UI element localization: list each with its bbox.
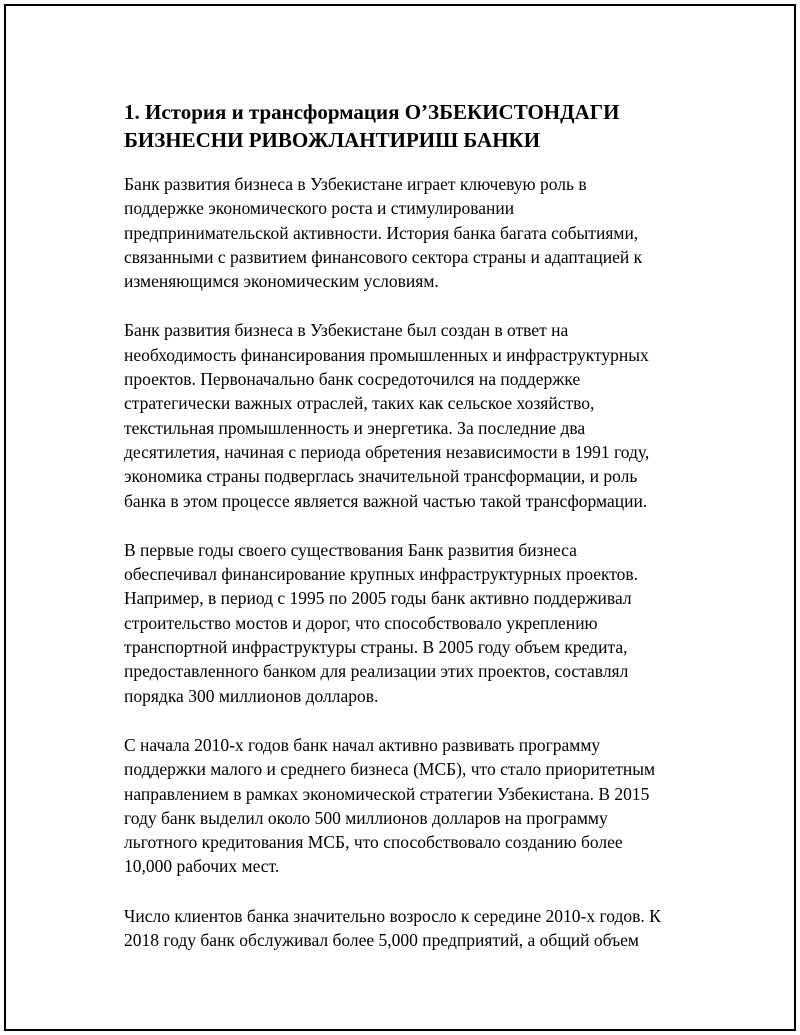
text-line: Банк развития бизнеса в Узбекистане был создан в ответ на [124, 320, 569, 341]
text-line: году банк выделил около 500 миллионов долларов на программу [124, 807, 608, 828]
text-line: обеспечивал финансирование крупных инфраструктурных проектов. [124, 564, 639, 585]
heading-line: 1. История и трансформация О’ЗБЕКИСТОНДАГИ [124, 100, 620, 124]
paragraph [124, 904, 694, 953]
section-heading [124, 98, 694, 154]
text-line: необходимость финансирования промышленных и инфраструктурных [124, 344, 649, 365]
text-line: Банк развития бизнеса в Узбекистане играет ключевую роль в [124, 174, 587, 194]
text-line: десятилетия, начиная с периода обретения независимости в 1991 году, [124, 441, 650, 462]
text-line: поддержки малого и среднего бизнеса (МСБ), что стало приоритетным [124, 759, 656, 780]
text-line: экономика страны подверглась значительной трансформации, и роль [124, 466, 638, 487]
paragraph [124, 318, 694, 512]
text-line: В первые годы своего существования Банк развития бизнеса [124, 539, 577, 560]
text-line: порядка 300 миллионов долларов. [124, 685, 379, 706]
text-line: льготного кредитования МСБ, что способствовало созданию более [124, 832, 623, 853]
text-line: направлением в рамках экономической стратегии Узбекистана. В 2015 [124, 783, 650, 804]
paragraph [124, 538, 694, 708]
text-line: Число клиентов банка значительно возросло к середине 2010-х годов. К [124, 905, 661, 926]
text-line: стратегически важных отраслей, таких как сельское хозяйство, [124, 393, 595, 414]
text-line: Например, в период с 1995 по 2005 годы банк активно поддерживал [124, 588, 632, 609]
text-line: транспортной инфраструктуры страны. В 2005 году объем кредита, [124, 637, 628, 658]
paragraph [124, 733, 694, 879]
text-line: строительство мостов и дорог, что способствовало укреплению [124, 612, 598, 633]
text-line: проектов. Первоначально банк сосредоточился на поддержке [124, 369, 581, 390]
page-frame [4, 4, 796, 1031]
text-line: предоставленного банком для реализации этих проектов, составлял [124, 661, 629, 682]
document-body [124, 98, 694, 977]
text-line: изменяющимся экономическим условиям. [124, 271, 439, 292]
text-line: 10,000 рабочих мест. [124, 856, 280, 877]
text-line: связанными с развитием финансового сектора страны и адаптацией к [124, 246, 643, 267]
paragraph [124, 172, 694, 293]
heading-line: БИЗНЕСНИ РИВОЖЛАНТИРИШ БАНКИ [124, 128, 541, 152]
text-line: поддержке экономического роста и стимулировании [124, 198, 515, 219]
text-line: текстильная промышленность и энергетика. За последние два [124, 417, 586, 438]
text-line: банка в этом процессе является важной частью такой трансформации. [124, 490, 648, 511]
text-line: С начала 2010-х годов банк начал активно развивать программу [124, 734, 601, 755]
text-line: 2018 году банк обслуживал более 5,000 предприятий, а общий объем [124, 930, 640, 951]
text-line: предпринимательской активности. История банка багата событиями, [124, 222, 639, 243]
